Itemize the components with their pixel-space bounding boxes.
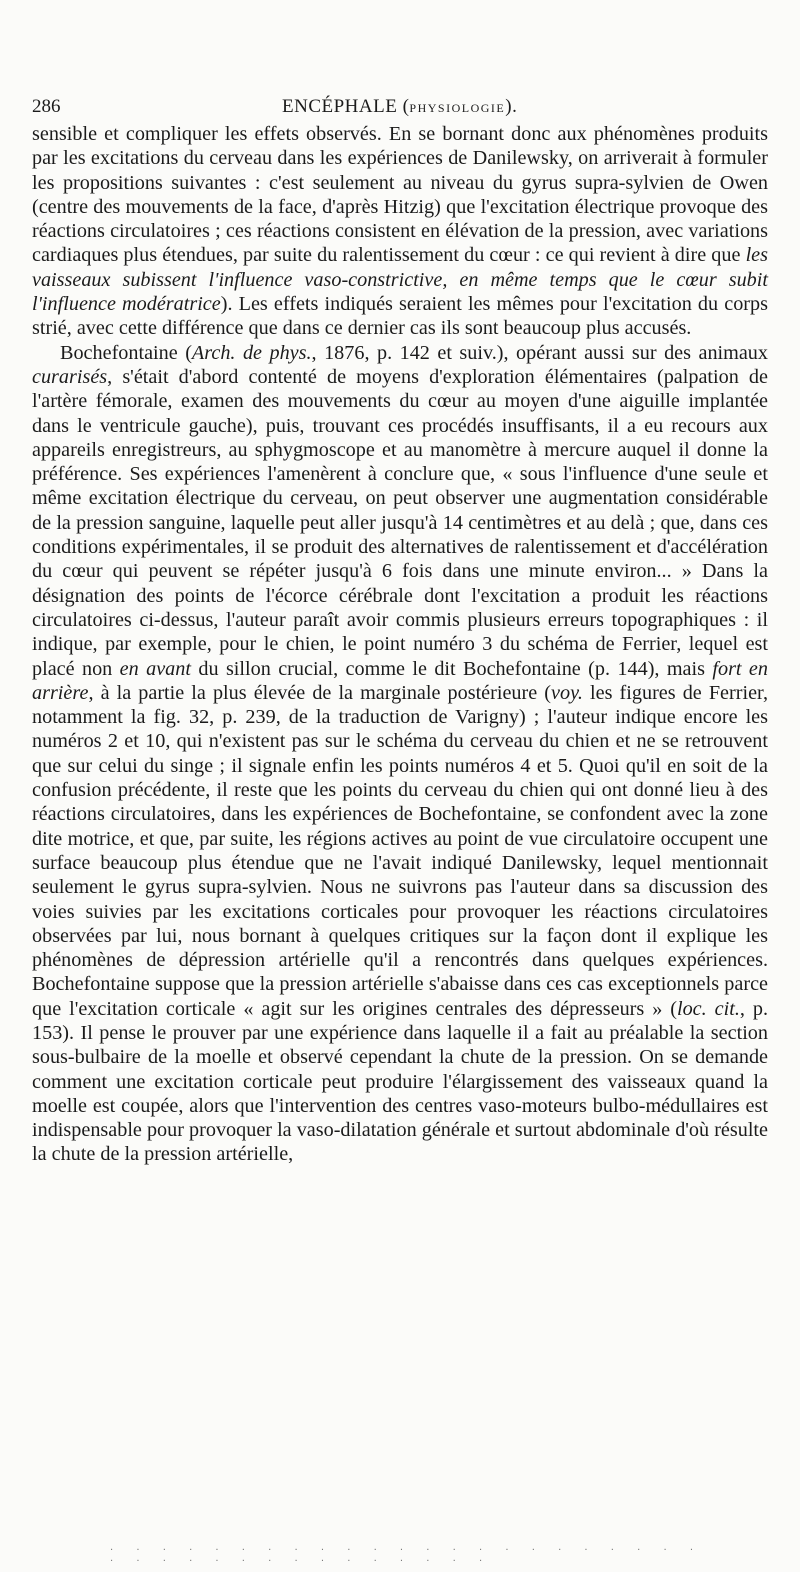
- running-title-close: ).: [505, 96, 518, 117]
- page-header: [32, 92, 768, 122]
- running-title-main: ENCÉPHALE: [282, 96, 398, 117]
- text-segment: du sillon crucial, comme le dit Bochefontaine (p. 144), mais: [190, 657, 713, 680]
- text-segment: , p. 153). Il pense le prouver par une expérience dans laquelle il a fait au préalable la section sous-bulbaire de la moelle et observé cependant la chute de la pression. On se demande comment une excitation corticale peut produire l'élargissement des vaisseaux quand la moelle est coupée, alors que l'intervention des centres vaso-moteurs bulbo-médullaires est indispensable pour provoquer la vaso-dilatation générale et surtout abdominale d'où résulte la chute de la pression artérielle,: [32, 997, 769, 1166]
- text-segment: , s'était d'abord contenté de moyens d'exploration élémentaires (palpation de l'artère fémorale, examen des mouvements du cœur au moyen d'une aiguille implantée dans le ventricule gauche), puis, trouvant ces procédés insuffisants, il a eu recours aux appareils enregistreurs, au sphygmoscope et au manomètre à mercure auquel il donne la préférence. Ses expériences l'amenèrent à conclure que, « sous l'influence d'une seule et même excitation électrique du cerveau, on peut observer une augmentation considérable de la pression sanguine, laquelle peut aller jusqu'à 14 centimètres et au delà ; que, dans ces conditions expérimentales, il se produit des alternatives de ralentissement et d'accélération du cœur qui peuvent se répéter jusqu'à 6 fois dans une minute environ... » Dans la désignation des points de l'écorce cérébrale dont l'excitation a produit les réactions circulatoires ci-dessus, l'auteur paraît avoir commis plusieurs erreurs topographiques : il indique, par exemple, pour le chien, le point numéro 3 du schéma de Ferrier, lequel est placé non: [32, 365, 768, 680]
- italic-text: en avant: [119, 657, 191, 680]
- text-segment: Bochefontaine (: [60, 341, 192, 364]
- italic-text: loc. cit.: [676, 997, 740, 1020]
- document-page: [32, 92, 768, 1167]
- paragraph: [32, 122, 768, 341]
- italic-text: curarisés: [32, 365, 108, 388]
- italic-text: voy.: [551, 681, 583, 704]
- text-segment: sensible et compliquer les effets observés. En se bornant donc aux phénomènes produits par les excitations du cerveau dans les expériences de Danilewsky, on arriverait à formuler les propositions suivantes : c'est seulement au niveau du gyrus supra-sylvien de Owen (centre des mouvements de la face, d'après Hitzig) que l'excitation électrique provoque des réactions circulatoires ; ces réactions consistent en élévation de la pression, avec variations cardiaques plus étendues, par suite du ralentissement du cœur : ce qui revient à dire que: [32, 123, 768, 267]
- page-number: 286: [32, 96, 61, 117]
- footer-decoration: · · · · · · · · · · · · · · · · · · · · · · · · · · · · · · · · · · · · · ·: [110, 1545, 704, 1567]
- body-text: [32, 122, 768, 1167]
- italic-text: fort en arrière: [32, 657, 768, 704]
- running-title: [282, 92, 517, 123]
- running-title-sub: PHYSIOLOGIE: [409, 101, 506, 115]
- text-segment: ). Les effets indiqués seraient les mêmes pour l'excitation du corps strié, avec cette différence que dans ce dernier cas ils sont beaucoup plus accusés.: [32, 293, 768, 340]
- running-title-open: (: [397, 96, 410, 117]
- paragraph: [32, 341, 768, 1167]
- text-segment: , 1876, p. 142 et suiv.), opérant aussi sur des animaux: [311, 341, 768, 364]
- italic-text: les vaisseaux subissent l'influence vaso-constrictive, en même temps que le cœur subit l'influence modératrice: [32, 244, 768, 316]
- text-segment: les figures de Ferrier, notamment la fig. 32, p. 239, de la traduction de Varigny) ; l'auteur indique encore les numéros 2 et 10, qui n'existent pas sur le schéma du cerveau du chien et ne se retrouvent que sur celui du singe ; il signale enfin les points numéros 4 et 5. Quoi qu'il en soit de la confusion précédente, il reste que les points du cerveau du chien qui ont donné lieu à des réactions circulatoires, dans les expériences de Bochefontaine, se confondent avec la zone dite motrice, et que, par suite, les régions actives au point de vue circulatoire occupent une surface beaucoup plus étendue que ne l'avait indiqué Danilewsky, lequel mentionnait seulement le gyrus supra-sylvien. Nous ne suivrons pas l'auteur dans sa discussion des voies suivies par les excitations corticales pour provoquer les réactions circulatoires observées par lui, nous bornant à quelques critiques sur la façon dont il explique les phénomènes de dépression artérielle qu'il a rencontrés dans quelques expériences. Bochefontaine suppose que la pression artérielle s'abaisse dans ces cas exceptionnels parce que l'excitation corticale « agit sur les origines centrales des dépresseurs » (: [32, 681, 768, 1020]
- italic-text: Arch. de phys.: [191, 341, 312, 364]
- text-segment: , à la partie la plus élevée de la marginale postérieure (: [88, 681, 552, 704]
